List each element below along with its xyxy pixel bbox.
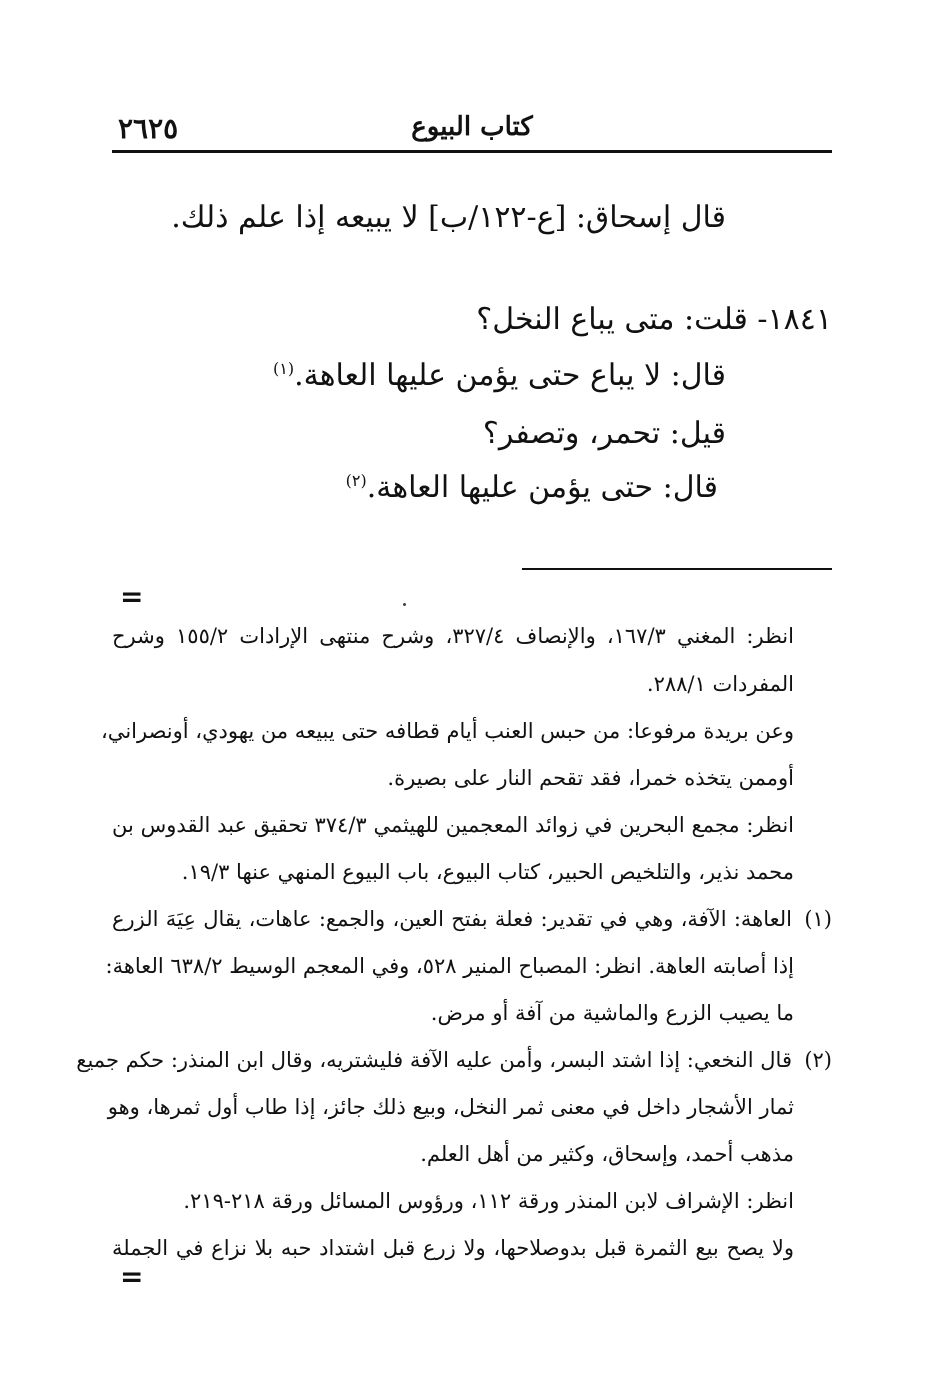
- answer-text-2: قال: حتى يؤمن عليها العاهة.: [366, 470, 718, 505]
- answer-line-1: [273, 358, 726, 393]
- opening-line: قال إسحاق: [ع-١٢٢/ب] لا يبيعه إذا علم ذلك.: [171, 200, 726, 235]
- footnote-line: العاهة: الآفة، وهي في تقدير: فعلة بفتح العين، والجمع: عاهات، يقال عِيَهَ الزرع: [112, 907, 792, 931]
- continuation-mark-bottom: =: [120, 1260, 144, 1293]
- answer-line-2: [346, 470, 718, 505]
- question-line-2: قيل: تحمر، وتصفر؟: [482, 416, 726, 451]
- page-number: ٢٦٢٥: [118, 112, 179, 145]
- question-line: [476, 302, 832, 337]
- answer-text-1: قال: لا يباع حتى يؤمن عليها العاهة.: [294, 358, 726, 393]
- footnote-line: ثمار الأشجار داخل في معنى ثمر النخل، وبيع ذلك جائز، إذا طاب أول ثمرها، وهو: [107, 1095, 794, 1119]
- footnote-line: انظر: المغني ١٦٧/٣، والإنصاف ٣٢٧/٤، وشرح منتهى الإرادات ١٥٥/٢ وشرح: [112, 624, 794, 648]
- footnote-number-1: (١): [804, 907, 832, 931]
- item-number: ١٨٤١-: [757, 302, 832, 337]
- footnote-line: وعن بريدة مرفوعا: من حبس العنب أيام قطافه حتى يبيعه من يهودي، أونصراني،: [101, 719, 794, 743]
- footnote-line: ولا يصح بيع الثمرة قبل بدوصلاحها، ولا زرع قبل اشتداد حبه بلا نزاع في الجملة: [112, 1236, 794, 1260]
- footnote-ref-1: (١): [273, 359, 295, 378]
- footnote-ref-2: (٢): [345, 471, 367, 490]
- footnote-line: أوممن يتخذه خمرا، فقد تقحم النار على بصيرة.: [387, 766, 794, 790]
- footnote-line: انظر: مجمع البحرين في زوائد المعجمين للهيثمي ٣٧٤/٣ تحقيق عبد القدوس بن: [112, 813, 795, 837]
- page-speck: [403, 603, 406, 606]
- footnote-line: إذا أصابته العاهة. انظر: المصباح المنير ٥٢٨، وفي المعجم الوسيط ٦٣٨/٢ العاهة:: [105, 954, 794, 978]
- footnote-line: انظر: الإشراف لابن المنذر ورقة ١١٢، ورؤوس المسائل ورقة ٢١٨-٢١٩.: [183, 1189, 794, 1213]
- running-header-title: كتاب البيوع: [411, 112, 533, 142]
- footnote-line: قال النخعي: إذا اشتد البسر، وأمن عليه الآفة فليشتريه، وقال ابن المنذر: حكم جميع: [76, 1048, 792, 1072]
- footnote-line: المفردات ٢٨٨/١.: [646, 672, 794, 696]
- footnote-line: ما يصيب الزرع والماشية من آفة أو مرض.: [430, 1001, 794, 1025]
- footnote-line: محمد نذير، والتلخيص الحبير، كتاب البيوع، باب البيوع المنهي عنها ١٩/٣.: [181, 860, 794, 884]
- continuation-mark-top: =: [120, 580, 144, 613]
- question-text: قلت: متى يباع النخل؟: [476, 302, 748, 337]
- footnote-line: مذهب أحمد، وإسحاق، وكثير من أهل العلم.: [420, 1142, 794, 1166]
- footnote-number-2: (٢): [804, 1048, 832, 1072]
- header-rule: [112, 150, 832, 153]
- footnote-separator: [522, 568, 832, 570]
